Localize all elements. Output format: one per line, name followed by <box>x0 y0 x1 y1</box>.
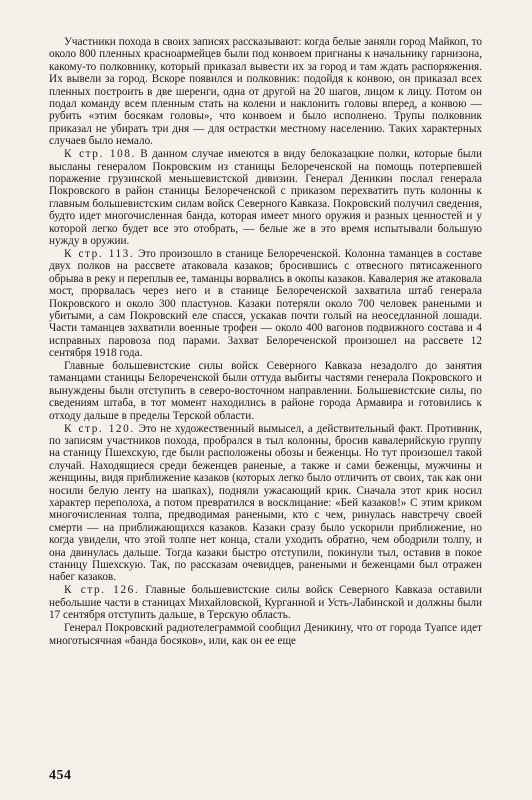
paragraph-text: Это произошло в станице Белореченской. Колонна таманцев в составе двух полков на рассвете атаковала казаков; бросившись с отвесного пятисаженного обрыва в реку и переплыв ее, таманцы ворвались в окопы казаков. Кавалерия же атаковала мост, прорвалась через него и в станице Белореченской захватила штаб генерала Покровского и около 300 пластунов. Казаки потеряли около 700 человек ранеными и убитыми, а сам Покровский еле спасся, ускакав почти голый на неоседланной лошади. Части таманцев захватили военные трофеи — около 400 вагонов подвижного состава и 4 исправных паровоза под парами. Захват Белореченской произошел на рассвете 12 сентября 1918 года. <box>49 247 483 360</box>
paragraph <box>49 622 482 647</box>
paragraph-text: Это не художественный вымысел, а действительный факт. Противник, по записям участников похода, пробрался в тыл колонны, бросив кавалерийскую группу на станицу Пшехскую, где были расположены обозы и беженцы. Но тут произошел такой случай. Находящиеся среди беженцев раненые, а также и сами беженцы, мужчины и женщины, видя приближение казаков (которых легко было отличить от своих, так как они носили белую ленту на шапках), подняли ужасающий крик. Сначала этот крик носил характер переполоха, а потом превратился в восклицание: «Бей казаков!» С этим криком многочисленная толпа, предводимая ранеными, кто с чем, ринулась навстречу своей смерти — на приближающихся казаков. Казаки сразу было ускорили приближение, но когда увидели, что этой толпе нет конца, стали уходить обратно, чем ободрили толпу, и она двинулась дальше. Тогда казаки быстро отступили, покинули тыл, оставив в покое станицу Пшехскую. Так, по рассказам очевидцев, ранеными и беженцами был отражен набег казаков. <box>49 422 482 584</box>
page-text <box>49 36 482 647</box>
paragraph <box>49 584 482 621</box>
paragraph <box>49 36 482 148</box>
paragraph-text: В данном случае имеются в виду белоказацкие полки, которые были высланы генералом Покровским из станицы Белореченской на помощь потерпевшей поражение грузинской меньшевистской дивизии. Генерал Деникин послал генерала Покровского в район станицы Белореченской с приказом перехватить путь колонны к главным большевистским силам войск Северного Кавказа. Покровский получил сведения, будто идет многочисленная банда, которая имеет много оружия и разных ценностей и у которой легко будет все это отобрать, — белые же в это время испытывали большую нужду в оружии. <box>49 148 482 247</box>
paragraph <box>49 248 482 360</box>
page-reference: К стр. 113. <box>64 247 135 260</box>
paragraph <box>49 148 482 247</box>
page-reference: К стр. 120. <box>64 422 135 435</box>
paragraph-text: Главные большевистские силы войск Северного Кавказа незадолго до занятия таманцами станицы Белореченской были оттуда выбиты частями генерала Покровского и вынуждены были отступить в северо-восточном направлении. Большевистские силы, по сведениям штаба, в тот момент находились в районе города Армавира и готовились к отходу дальше в пределы Терской области. <box>49 360 482 422</box>
page-reference: К стр. 126. <box>64 584 140 597</box>
paragraph-text: Главные большевистские силы войск Северного Кавказа оставили небольшие части в станицах Михайловской, Курганной и Усть-Лабинской и должны были 17 сентября отступить дальше, в Терскую область. <box>49 584 482 622</box>
paragraph <box>49 360 482 422</box>
page-reference: К стр. 108. <box>64 148 136 161</box>
paragraph <box>49 423 482 584</box>
paragraph-text: Участники похода в своих записях рассказывают: когда белые заняли город Майкоп, то около 800 пленных красноармейцев были под конвоем пригнаны к начальнику гарнизона, какому-то полковнику, который приказал вывести их за город и там ждать распоряжения. Их вывели за город. Вскоре появился и полковник: подойдя к конвою, он приказал всех пленных построить в две шеренги, одна от другой на 20 шагов, лицом к лицу. Потом он подал команду всем пленным стать на колени и наклонить головы вперед, а конвою — рубить «этим босякам головы», что конвоем и было исполнено. Трупы полковник приказал не убирать три дня — для острастки местному населению. Таких характерных случаев было немало. <box>49 36 482 148</box>
page-number: 454 <box>49 768 72 783</box>
paragraph-text: Генерал Покровский радиотелеграммой сообщил Деникину, что от города Туапсе идет многотысячная «банда босяков», или, как он ее еще <box>49 622 482 647</box>
